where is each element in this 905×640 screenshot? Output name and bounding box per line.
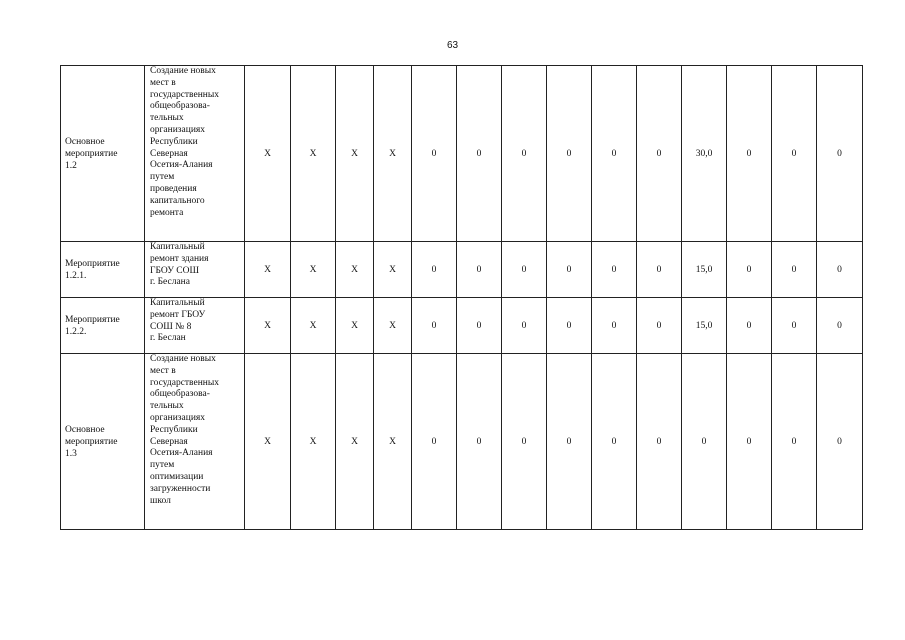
activity-description-line: тельных xyxy=(150,113,184,124)
value-cell: 0 xyxy=(637,242,682,298)
value-cell: X xyxy=(245,66,291,242)
value-cell: 0 xyxy=(817,242,863,298)
value-cell: 0 xyxy=(457,298,502,354)
value-cell: X xyxy=(374,66,412,242)
value-cell: 0 xyxy=(727,354,772,530)
activity-description-line: путем xyxy=(150,460,175,471)
activity-description-line: общеобразова- xyxy=(150,101,210,112)
activity-description-line: загруженности xyxy=(150,483,211,494)
activity-description-line: мест в xyxy=(150,77,176,88)
value-cell: 0 xyxy=(682,354,727,530)
activity-description-line: организациях xyxy=(150,124,206,135)
activity-description-line: Республики xyxy=(150,136,198,147)
value-cell: 0 xyxy=(727,242,772,298)
value-cell: 0 xyxy=(457,66,502,242)
activity-name-line: Основное xyxy=(65,136,105,147)
value-cell: 0 xyxy=(772,298,817,354)
activity-description-line: г. Беслан xyxy=(150,333,186,344)
activity-description-line: оптимизации xyxy=(150,471,204,482)
activity-name-cell xyxy=(61,242,145,298)
value-cell: X xyxy=(336,354,374,530)
value-cell: X xyxy=(245,354,291,530)
table-row xyxy=(61,354,863,530)
value-cell: 0 xyxy=(502,298,547,354)
value-cell: X xyxy=(336,298,374,354)
value-cell: X xyxy=(374,354,412,530)
value-cell: X xyxy=(374,298,412,354)
activity-description-line: путем xyxy=(150,172,175,183)
value-cell: 0 xyxy=(727,298,772,354)
value-cell: 0 xyxy=(637,354,682,530)
value-cell: 15,0 xyxy=(682,242,727,298)
activity-description-line: Республики xyxy=(150,424,198,435)
activity-description-line: ремонт ГБОУ xyxy=(150,309,206,320)
activity-description-cell xyxy=(145,242,245,298)
value-cell: X xyxy=(291,354,336,530)
activity-name-line: Мероприятие xyxy=(65,258,120,269)
value-cell: X xyxy=(245,298,291,354)
table-row xyxy=(61,242,863,298)
value-cell: 0 xyxy=(817,66,863,242)
activity-description-line: Создание новых xyxy=(150,354,216,364)
value-cell: 0 xyxy=(502,242,547,298)
activity-description-line: г. Беслана xyxy=(150,277,190,288)
value-cell: 0 xyxy=(592,298,637,354)
value-cell: 0 xyxy=(817,298,863,354)
value-cell: 30,0 xyxy=(682,66,727,242)
activity-description-cell xyxy=(145,66,245,242)
activity-name-cell xyxy=(61,66,145,242)
value-cell: 0 xyxy=(547,242,592,298)
activity-name-line: 1.2.2. xyxy=(65,326,87,337)
activity-name-line: 1.3 xyxy=(65,448,77,459)
activity-description-line: общеобразова- xyxy=(150,389,210,400)
value-cell: 0 xyxy=(592,66,637,242)
activity-description-line: мест в xyxy=(150,365,176,376)
activity-description-line: ремонта xyxy=(150,207,184,218)
table-row xyxy=(61,66,863,242)
value-cell: 0 xyxy=(412,354,457,530)
value-cell: 0 xyxy=(637,66,682,242)
value-cell: 15,0 xyxy=(682,298,727,354)
value-cell: 0 xyxy=(547,66,592,242)
activity-name-line: мероприятие xyxy=(65,436,118,447)
activity-name-line: мероприятие xyxy=(65,148,118,159)
value-cell: X xyxy=(291,66,336,242)
activity-description-line: Капитальный xyxy=(150,242,205,252)
activity-description-line: Капитальный xyxy=(150,298,205,308)
activity-description-line: ремонт здания xyxy=(150,253,209,264)
activity-name-cell xyxy=(61,354,145,530)
value-cell: 0 xyxy=(457,354,502,530)
activity-description-cell xyxy=(145,298,245,354)
activity-name-line: Мероприятие xyxy=(65,314,120,325)
activity-description-line: проведения xyxy=(150,183,197,194)
activity-description-line: организациях xyxy=(150,412,206,423)
activity-description-line: Северная xyxy=(150,436,188,447)
activity-description-line: тельных xyxy=(150,401,184,412)
activity-description-line: Создание новых xyxy=(150,66,216,76)
value-cell: 0 xyxy=(502,66,547,242)
value-cell: 0 xyxy=(637,298,682,354)
activity-description-line: государственных xyxy=(150,89,220,100)
value-cell: 0 xyxy=(772,354,817,530)
value-cell: X xyxy=(291,242,336,298)
activity-description-line: капитального xyxy=(150,195,205,206)
value-cell: 0 xyxy=(592,242,637,298)
value-cell: 0 xyxy=(547,298,592,354)
activity-name-line: 1.2.1. xyxy=(65,270,87,281)
table-row xyxy=(61,298,863,354)
value-cell: 0 xyxy=(772,66,817,242)
activity-description-line: государственных xyxy=(150,377,220,388)
value-cell: 0 xyxy=(592,354,637,530)
activity-name-line: Основное xyxy=(65,424,105,435)
value-cell: 0 xyxy=(817,354,863,530)
value-cell: 0 xyxy=(727,66,772,242)
activity-description-line: школ xyxy=(150,495,171,506)
value-cell: 0 xyxy=(502,354,547,530)
value-cell: 0 xyxy=(412,66,457,242)
activity-description-line: Северная xyxy=(150,148,188,159)
activity-description-cell xyxy=(145,354,245,530)
activity-description-line: СОШ № 8 xyxy=(150,321,192,332)
value-cell: X xyxy=(336,66,374,242)
value-cell: X xyxy=(291,298,336,354)
value-cell: 0 xyxy=(457,242,502,298)
value-cell: 0 xyxy=(547,354,592,530)
activity-description-line: Осетия-Алания xyxy=(150,160,213,171)
activity-description-line: Осетия-Алания xyxy=(150,448,213,459)
activity-name-cell xyxy=(61,298,145,354)
budget-table xyxy=(60,65,863,530)
value-cell: 0 xyxy=(412,298,457,354)
page-number: 63 xyxy=(446,40,459,51)
activity-description-line: ГБОУ СОШ xyxy=(150,265,200,276)
activity-name-line: 1.2 xyxy=(65,160,77,171)
value-cell: 0 xyxy=(772,242,817,298)
value-cell: X xyxy=(245,242,291,298)
value-cell: 0 xyxy=(412,242,457,298)
value-cell: X xyxy=(336,242,374,298)
value-cell: X xyxy=(374,242,412,298)
